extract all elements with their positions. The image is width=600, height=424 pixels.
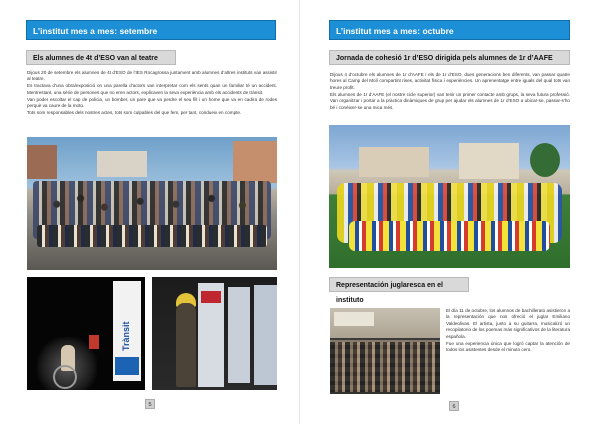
right-page-banner: L’institut mes a mes: octubre [329,20,570,40]
right-second-body [446,308,570,354]
transit-banner [113,281,141,381]
auditorium-photo [330,308,440,394]
group-photo-plaza [27,137,277,270]
right-page [300,0,600,424]
left-article-body [27,70,277,117]
left-page-number: 5 [145,399,155,409]
right-page-number: 6 [449,401,459,411]
right2-paragraph-2: Fue una experiencia única que logró captar la atención de todos los asistentes desde el minuto cero. [446,340,570,353]
left-paragraph-2: Es tractava d’una obra/exposició on una parella d’actors van interpretar com els sents quan un familiar té un accident. Mentrestant, una sèrie de persones que no eren actors, explicaven la seva experiència amb els accidents de trànsit. [27,83,277,95]
right-paragraph-1: Dijous 4 d’octubre els alumnes de 1r d’AAFE i els de 1r d’ESO, dues generacions ben diferents, van passar quatre hores al Camp del Molí compartint rises, activitat física i experiències. Un aprenentatge entre iguals del qual tots van treure profit. [330,72,570,90]
stadium-group-photo [329,125,570,268]
left-paragraph-1: Dijous 20 de setembre els alumnes de 4t d’ESO de l’IES Rocagrossa juntament amb alumnes d’altres instituts van assistir al teatre. [27,70,277,82]
right-paragraph-2: Els alumnes de 1r d’AAFE (el nostre cicle superior) van tenir un primer contacte amb grups, la seva futura professió. Van organitzar i portar a la pràctica dinàmiques de grup per ajudar els alumnes de 1r d’ESO a ubicar-se, passar-s’ho bé i conèixer-se una mica més. [330,91,570,110]
theatre-stage-photo [27,277,145,390]
left-paragraph-4: Tots som responsables dels nostres actes, tots som culpables del que fem, per tant, condueix en compte. [27,110,242,116]
right-second-heading: Representación juglaresca en el instituto [329,277,469,292]
left-article-heading: Els alumnes de 4t d’ESO van al teatre [26,50,176,65]
right-article-heading: Jornada de cohesió 1r d’ESO dirigida pels alumnes de 1r d’AAFE [329,50,570,65]
firefighter-stage-photo [152,277,277,390]
left-page-banner: L’institut mes a mes: setembre [26,20,276,40]
transit-banner-text: Trànsit [121,321,131,351]
right-article-body [330,72,570,112]
right2-paragraph-1: El día 11 de octubre, los alumnos de bachillerato asistieron a la representación que nos ofreció el juglar Emiliano Valdeolivas. El artista, junto a su guitarra, musicalizó un recopilatorio de los poemas más significativos de la literatura española. [446,308,570,339]
left-paragraph-3: Van poder escoltar el cap de policia, un bomber, un pare que va perdre el seu fill i un home que va en cadira de rodes perquè va caure de la moto. [27,96,277,109]
